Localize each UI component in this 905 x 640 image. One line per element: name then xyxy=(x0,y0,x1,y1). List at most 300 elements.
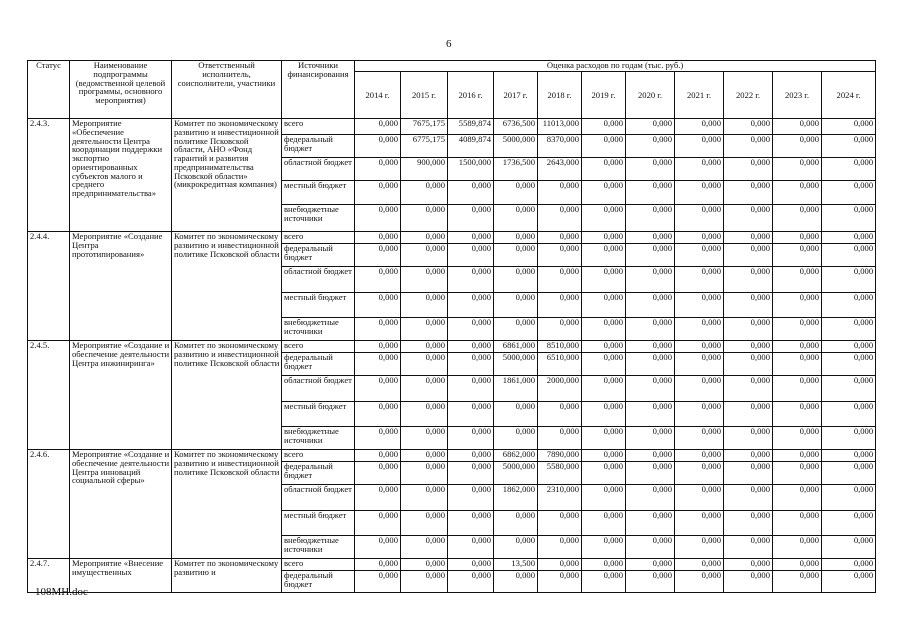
amount-cell: 0,000 xyxy=(355,158,401,181)
amount-cell: 0,000 xyxy=(724,232,773,244)
amount-cell: 0,000 xyxy=(582,376,626,402)
amount-cell: 0,000 xyxy=(494,244,538,267)
amount-cell: 0,000 xyxy=(355,341,401,353)
amount-cell: 0,000 xyxy=(822,462,876,485)
funding-source: всего xyxy=(282,119,355,135)
event-name: Мероприятие «Создание и обеспечение деятельности Центра инжиниринга» xyxy=(70,341,172,450)
amount-cell: 0,000 xyxy=(675,353,724,376)
amount-cell: 0,000 xyxy=(822,559,876,571)
table-row xyxy=(28,119,876,135)
header-sources: Источники финансирования xyxy=(282,61,355,119)
year-header: 2024 г. xyxy=(822,72,876,119)
executor-cell: Комитет по экономическому развитию и инвестиционной политике Псковской области, АНО «Фонд гарантий и развития предпринимательства Псковской области» (микрокредитная компания) xyxy=(172,119,282,232)
year-header: 2016 г. xyxy=(448,72,494,119)
amount-cell: 0,000 xyxy=(675,485,724,511)
amount-cell: 0,000 xyxy=(355,293,401,318)
amount-cell: 0,000 xyxy=(538,205,582,232)
funding-source: областной бюджет xyxy=(282,158,355,181)
amount-cell: 0,000 xyxy=(626,244,675,267)
amount-cell: 0,000 xyxy=(675,450,724,462)
amount-cell: 0,000 xyxy=(538,402,582,427)
funding-source: областной бюджет xyxy=(282,485,355,511)
amount-cell: 0,000 xyxy=(822,135,876,158)
amount-cell: 0,000 xyxy=(773,402,822,427)
amount-cell: 0,000 xyxy=(582,119,626,135)
year-header: 2022 г. xyxy=(724,72,773,119)
amount-cell: 0,000 xyxy=(626,536,675,559)
amount-cell: 0,000 xyxy=(582,536,626,559)
status-cell: 2.4.7. xyxy=(28,559,70,593)
amount-cell: 0,000 xyxy=(448,376,494,402)
executor-cell: Комитет по экономическому развитию и инвестиционной политике Псковской области xyxy=(172,341,282,450)
amount-cell: 0,000 xyxy=(773,376,822,402)
amount-cell: 0,000 xyxy=(675,376,724,402)
amount-cell: 0,000 xyxy=(626,293,675,318)
amount-cell: 0,000 xyxy=(355,181,401,205)
amount-cell: 8510,000 xyxy=(538,341,582,353)
event-name: Мероприятие «Создание Центра прототипирования» xyxy=(70,232,172,341)
amount-cell: 0,000 xyxy=(355,232,401,244)
funding-source: всего xyxy=(282,450,355,462)
amount-cell: 0,000 xyxy=(773,450,822,462)
amount-cell: 6736,500 xyxy=(494,119,538,135)
amount-cell: 0,000 xyxy=(582,341,626,353)
event-name: Мероприятие «Внесение имущественных xyxy=(70,559,172,593)
amount-cell: 0,000 xyxy=(448,181,494,205)
table-row xyxy=(28,559,876,571)
amount-cell: 0,000 xyxy=(675,427,724,450)
amount-cell: 0,000 xyxy=(448,450,494,462)
amount-cell: 0,000 xyxy=(448,267,494,293)
amount-cell: 0,000 xyxy=(538,559,582,571)
amount-cell: 0,000 xyxy=(773,293,822,318)
amount-cell: 0,000 xyxy=(494,571,538,593)
amount-cell: 0,000 xyxy=(494,267,538,293)
funding-source: федеральный бюджет xyxy=(282,135,355,158)
amount-cell: 0,000 xyxy=(494,402,538,427)
event-name: Мероприятие «Создание и обеспечение деятельности Центра инноваций социальной сферы» xyxy=(70,450,172,559)
amount-cell: 0,000 xyxy=(724,571,773,593)
funding-source: всего xyxy=(282,232,355,244)
amount-cell: 0,000 xyxy=(355,559,401,571)
amount-cell: 0,000 xyxy=(448,462,494,485)
year-header: 2023 г. xyxy=(773,72,822,119)
amount-cell: 0,000 xyxy=(401,267,448,293)
amount-cell: 0,000 xyxy=(626,511,675,536)
amount-cell: 0,000 xyxy=(724,341,773,353)
header-status: Статус xyxy=(28,61,70,119)
funding-source: внебюджетные источники xyxy=(282,536,355,559)
amount-cell: 0,000 xyxy=(538,232,582,244)
amount-cell: 0,000 xyxy=(724,485,773,511)
table-row xyxy=(28,450,876,462)
amount-cell: 0,000 xyxy=(773,244,822,267)
funding-source: внебюджетные источники xyxy=(282,427,355,450)
amount-cell: 0,000 xyxy=(582,462,626,485)
amount-cell: 0,000 xyxy=(773,559,822,571)
amount-cell: 0,000 xyxy=(724,511,773,536)
amount-cell: 0,000 xyxy=(401,511,448,536)
funding-source: местный бюджет xyxy=(282,293,355,318)
amount-cell: 0,000 xyxy=(773,158,822,181)
year-header: 2019 г. xyxy=(582,72,626,119)
status-cell: 2.4.6. xyxy=(28,450,70,559)
amount-cell: 0,000 xyxy=(355,402,401,427)
amount-cell: 0,000 xyxy=(401,536,448,559)
amount-cell: 0,000 xyxy=(494,181,538,205)
amount-cell: 5589,874 xyxy=(448,119,494,135)
amount-cell: 0,000 xyxy=(773,536,822,559)
amount-cell: 0,000 xyxy=(724,158,773,181)
amount-cell: 0,000 xyxy=(401,181,448,205)
amount-cell: 0,000 xyxy=(355,119,401,135)
amount-cell: 0,000 xyxy=(448,244,494,267)
amount-cell: 0,000 xyxy=(773,232,822,244)
amount-cell: 0,000 xyxy=(494,536,538,559)
amount-cell: 11013,000 xyxy=(538,119,582,135)
amount-cell: 2643,000 xyxy=(538,158,582,181)
amount-cell: 0,000 xyxy=(822,205,876,232)
amount-cell: 900,000 xyxy=(401,158,448,181)
funding-source: всего xyxy=(282,341,355,353)
amount-cell: 0,000 xyxy=(675,462,724,485)
amount-cell: 0,000 xyxy=(724,135,773,158)
amount-cell: 0,000 xyxy=(822,571,876,593)
amount-cell: 0,000 xyxy=(538,511,582,536)
amount-cell: 0,000 xyxy=(355,511,401,536)
amount-cell: 0,000 xyxy=(724,353,773,376)
amount-cell: 2310,000 xyxy=(538,485,582,511)
amount-cell: 0,000 xyxy=(773,485,822,511)
amount-cell: 0,000 xyxy=(355,244,401,267)
amount-cell: 0,000 xyxy=(724,376,773,402)
amount-cell: 0,000 xyxy=(724,536,773,559)
amount-cell: 0,000 xyxy=(724,450,773,462)
table-body xyxy=(28,119,876,593)
year-header: 2015 г. xyxy=(401,72,448,119)
amount-cell: 0,000 xyxy=(675,181,724,205)
amount-cell: 0,000 xyxy=(724,293,773,318)
funding-source: всего xyxy=(282,559,355,571)
amount-cell: 0,000 xyxy=(773,571,822,593)
amount-cell: 0,000 xyxy=(822,181,876,205)
amount-cell: 0,000 xyxy=(822,341,876,353)
amount-cell: 0,000 xyxy=(724,462,773,485)
amount-cell: 0,000 xyxy=(626,462,675,485)
amount-cell: 6775,175 xyxy=(401,135,448,158)
amount-cell: 0,000 xyxy=(675,135,724,158)
amount-cell: 0,000 xyxy=(626,427,675,450)
amount-cell: 0,000 xyxy=(401,427,448,450)
amount-cell: 0,000 xyxy=(538,571,582,593)
header-name: Наименование подпрограммы (ведомственной целевой программы, основного мероприятия) xyxy=(70,61,172,119)
table-row xyxy=(28,232,876,244)
amount-cell: 0,000 xyxy=(626,402,675,427)
amount-cell: 0,000 xyxy=(582,485,626,511)
amount-cell: 6861,000 xyxy=(494,341,538,353)
amount-cell: 0,000 xyxy=(724,559,773,571)
amount-cell: 0,000 xyxy=(626,119,675,135)
status-cell: 2.4.5. xyxy=(28,341,70,450)
amount-cell: 0,000 xyxy=(626,450,675,462)
executor-cell: Комитет по экономическому развитию и инвестиционной политике Псковской области xyxy=(172,232,282,341)
amount-cell: 0,000 xyxy=(355,571,401,593)
amount-cell: 0,000 xyxy=(448,485,494,511)
amount-cell: 0,000 xyxy=(675,559,724,571)
amount-cell: 0,000 xyxy=(626,571,675,593)
amount-cell: 0,000 xyxy=(401,462,448,485)
year-header: 2017 г. xyxy=(494,72,538,119)
amount-cell: 0,000 xyxy=(582,511,626,536)
amount-cell: 0,000 xyxy=(822,267,876,293)
amount-cell: 0,000 xyxy=(822,244,876,267)
amount-cell: 13,500 xyxy=(494,559,538,571)
amount-cell: 0,000 xyxy=(355,536,401,559)
amount-cell: 0,000 xyxy=(448,571,494,593)
amount-cell: 0,000 xyxy=(401,485,448,511)
amount-cell: 0,000 xyxy=(355,376,401,402)
amount-cell: 0,000 xyxy=(626,376,675,402)
amount-cell: 0,000 xyxy=(626,158,675,181)
amount-cell: 0,000 xyxy=(626,485,675,511)
amount-cell: 0,000 xyxy=(675,536,724,559)
amount-cell: 0,000 xyxy=(822,450,876,462)
amount-cell: 0,000 xyxy=(582,450,626,462)
amount-cell: 0,000 xyxy=(401,559,448,571)
year-header: 2021 г. xyxy=(675,72,724,119)
amount-cell: 0,000 xyxy=(582,353,626,376)
amount-cell: 0,000 xyxy=(724,205,773,232)
funding-source: федеральный бюджет xyxy=(282,353,355,376)
amount-cell: 0,000 xyxy=(401,293,448,318)
funding-source: местный бюджет xyxy=(282,402,355,427)
amount-cell: 1736,500 xyxy=(494,158,538,181)
amount-cell: 0,000 xyxy=(355,353,401,376)
amount-cell: 2000,000 xyxy=(538,376,582,402)
header-executor: Ответственный исполнитель, соисполнители, участники xyxy=(172,61,282,119)
amount-cell: 0,000 xyxy=(822,376,876,402)
event-name: Мероприятие «Обеспечение деятельности Центра координации поддержки экспортно ориентированных субъектов малого и среднего предпринимательства» xyxy=(70,119,172,232)
amount-cell: 0,000 xyxy=(355,450,401,462)
amount-cell: 0,000 xyxy=(448,353,494,376)
amount-cell: 0,000 xyxy=(626,267,675,293)
amount-cell: 0,000 xyxy=(822,427,876,450)
amount-cell: 0,000 xyxy=(582,571,626,593)
amount-cell: 6510,000 xyxy=(538,353,582,376)
amount-cell: 0,000 xyxy=(448,427,494,450)
amount-cell: 0,000 xyxy=(773,318,822,341)
amount-cell: 1861,000 xyxy=(494,376,538,402)
amount-cell: 0,000 xyxy=(355,485,401,511)
amount-cell: 0,000 xyxy=(401,244,448,267)
amount-cell: 0,000 xyxy=(582,293,626,318)
funding-source: федеральный бюджет xyxy=(282,244,355,267)
amount-cell: 1500,000 xyxy=(448,158,494,181)
amount-cell: 0,000 xyxy=(355,427,401,450)
amount-cell: 0,000 xyxy=(773,135,822,158)
amount-cell: 0,000 xyxy=(401,353,448,376)
amount-cell: 0,000 xyxy=(675,205,724,232)
amount-cell: 0,000 xyxy=(822,158,876,181)
amount-cell: 0,000 xyxy=(401,205,448,232)
amount-cell: 0,000 xyxy=(626,181,675,205)
funding-source: федеральный бюджет xyxy=(282,571,355,593)
amount-cell: 0,000 xyxy=(582,158,626,181)
amount-cell: 0,000 xyxy=(401,402,448,427)
amount-cell: 0,000 xyxy=(448,232,494,244)
amount-cell: 0,000 xyxy=(448,341,494,353)
amount-cell: 0,000 xyxy=(724,427,773,450)
amount-cell: 0,000 xyxy=(582,267,626,293)
amount-cell: 0,000 xyxy=(675,318,724,341)
amount-cell: 1862,000 xyxy=(494,485,538,511)
amount-cell: 4089,874 xyxy=(448,135,494,158)
amount-cell: 0,000 xyxy=(355,318,401,341)
amount-cell: 0,000 xyxy=(448,559,494,571)
table-row xyxy=(28,341,876,353)
amount-cell: 0,000 xyxy=(626,135,675,158)
amount-cell: 5580,000 xyxy=(538,462,582,485)
amount-cell: 0,000 xyxy=(582,402,626,427)
amount-cell: 0,000 xyxy=(494,427,538,450)
amount-cell: 0,000 xyxy=(773,341,822,353)
amount-cell: 0,000 xyxy=(675,232,724,244)
amount-cell: 0,000 xyxy=(538,244,582,267)
amount-cell: 0,000 xyxy=(538,181,582,205)
year-header: 2020 г. xyxy=(626,72,675,119)
amount-cell: 0,000 xyxy=(773,119,822,135)
amount-cell: 0,000 xyxy=(448,511,494,536)
amount-cell: 0,000 xyxy=(822,536,876,559)
amount-cell: 0,000 xyxy=(401,571,448,593)
amount-cell: 0,000 xyxy=(822,232,876,244)
amount-cell: 0,000 xyxy=(822,353,876,376)
amount-cell: 5000,000 xyxy=(494,353,538,376)
amount-cell: 0,000 xyxy=(675,119,724,135)
amount-cell: 0,000 xyxy=(355,135,401,158)
amount-cell: 0,000 xyxy=(401,450,448,462)
amount-cell: 0,000 xyxy=(822,318,876,341)
amount-cell: 0,000 xyxy=(538,536,582,559)
amount-cell: 0,000 xyxy=(773,462,822,485)
funding-source: федеральный бюджет xyxy=(282,462,355,485)
amount-cell: 0,000 xyxy=(626,205,675,232)
budget-table xyxy=(27,60,876,593)
amount-cell: 0,000 xyxy=(494,232,538,244)
executor-cell: Комитет по экономическому развитию и инвестиционной политике Псковской области xyxy=(172,450,282,559)
amount-cell: 0,000 xyxy=(401,232,448,244)
amount-cell: 0,000 xyxy=(675,244,724,267)
amount-cell: 0,000 xyxy=(822,485,876,511)
funding-source: местный бюджет xyxy=(282,511,355,536)
amount-cell: 0,000 xyxy=(448,536,494,559)
executor-cell: Комитет по экономическому развитию и xyxy=(172,559,282,593)
amount-cell: 0,000 xyxy=(401,376,448,402)
amount-cell: 0,000 xyxy=(494,293,538,318)
amount-cell: 0,000 xyxy=(582,135,626,158)
status-cell: 2.4.3. xyxy=(28,119,70,232)
amount-cell: 0,000 xyxy=(582,244,626,267)
funding-source: внебюджетные источники xyxy=(282,205,355,232)
amount-cell: 5000,000 xyxy=(494,462,538,485)
amount-cell: 0,000 xyxy=(724,181,773,205)
amount-cell: 0,000 xyxy=(538,267,582,293)
status-cell: 2.4.4. xyxy=(28,232,70,341)
amount-cell: 0,000 xyxy=(675,267,724,293)
amount-cell: 0,000 xyxy=(626,559,675,571)
amount-cell: 0,000 xyxy=(355,205,401,232)
funding-source: внебюджетные источники xyxy=(282,318,355,341)
amount-cell: 0,000 xyxy=(401,318,448,341)
amount-cell: 0,000 xyxy=(822,119,876,135)
amount-cell: 0,000 xyxy=(582,559,626,571)
amount-cell: 0,000 xyxy=(538,293,582,318)
year-header: 2014 г. xyxy=(355,72,401,119)
amount-cell: 0,000 xyxy=(675,402,724,427)
amount-cell: 0,000 xyxy=(822,511,876,536)
amount-cell: 0,000 xyxy=(401,341,448,353)
amount-cell: 0,000 xyxy=(675,341,724,353)
year-header: 2018 г. xyxy=(538,72,582,119)
amount-cell: 0,000 xyxy=(675,571,724,593)
funding-source: областной бюджет xyxy=(282,376,355,402)
amount-cell: 0,000 xyxy=(724,318,773,341)
amount-cell: 5000,000 xyxy=(494,135,538,158)
amount-cell: 0,000 xyxy=(773,181,822,205)
amount-cell: 0,000 xyxy=(773,427,822,450)
header-estimate: Оценка расходов по годам (тыс. руб.) xyxy=(355,61,876,72)
amount-cell: 8370,000 xyxy=(538,135,582,158)
amount-cell: 0,000 xyxy=(822,402,876,427)
amount-cell: 0,000 xyxy=(582,232,626,244)
amount-cell: 0,000 xyxy=(724,267,773,293)
amount-cell: 0,000 xyxy=(724,119,773,135)
amount-cell: 7890,000 xyxy=(538,450,582,462)
amount-cell: 0,000 xyxy=(822,293,876,318)
amount-cell: 0,000 xyxy=(582,181,626,205)
amount-cell: 6862,000 xyxy=(494,450,538,462)
funding-source: местный бюджет xyxy=(282,181,355,205)
page-number: 6 xyxy=(446,38,452,50)
amount-cell: 0,000 xyxy=(448,293,494,318)
amount-cell: 0,000 xyxy=(448,318,494,341)
amount-cell: 0,000 xyxy=(494,318,538,341)
amount-cell: 0,000 xyxy=(448,402,494,427)
amount-cell: 0,000 xyxy=(626,353,675,376)
amount-cell: 0,000 xyxy=(448,205,494,232)
amount-cell: 0,000 xyxy=(538,427,582,450)
amount-cell: 0,000 xyxy=(626,318,675,341)
amount-cell: 0,000 xyxy=(773,511,822,536)
amount-cell: 0,000 xyxy=(724,244,773,267)
amount-cell: 0,000 xyxy=(675,293,724,318)
amount-cell: 0,000 xyxy=(582,318,626,341)
amount-cell: 0,000 xyxy=(494,205,538,232)
amount-cell: 0,000 xyxy=(494,511,538,536)
footer-filename: 108МН.doc xyxy=(35,586,88,598)
amount-cell: 0,000 xyxy=(538,318,582,341)
amount-cell: 0,000 xyxy=(724,402,773,427)
amount-cell: 0,000 xyxy=(675,158,724,181)
amount-cell: 0,000 xyxy=(626,232,675,244)
amount-cell: 0,000 xyxy=(582,427,626,450)
amount-cell: 0,000 xyxy=(355,462,401,485)
amount-cell: 0,000 xyxy=(773,267,822,293)
table-header xyxy=(28,61,876,119)
amount-cell: 0,000 xyxy=(675,511,724,536)
amount-cell: 0,000 xyxy=(773,205,822,232)
amount-cell: 0,000 xyxy=(355,267,401,293)
